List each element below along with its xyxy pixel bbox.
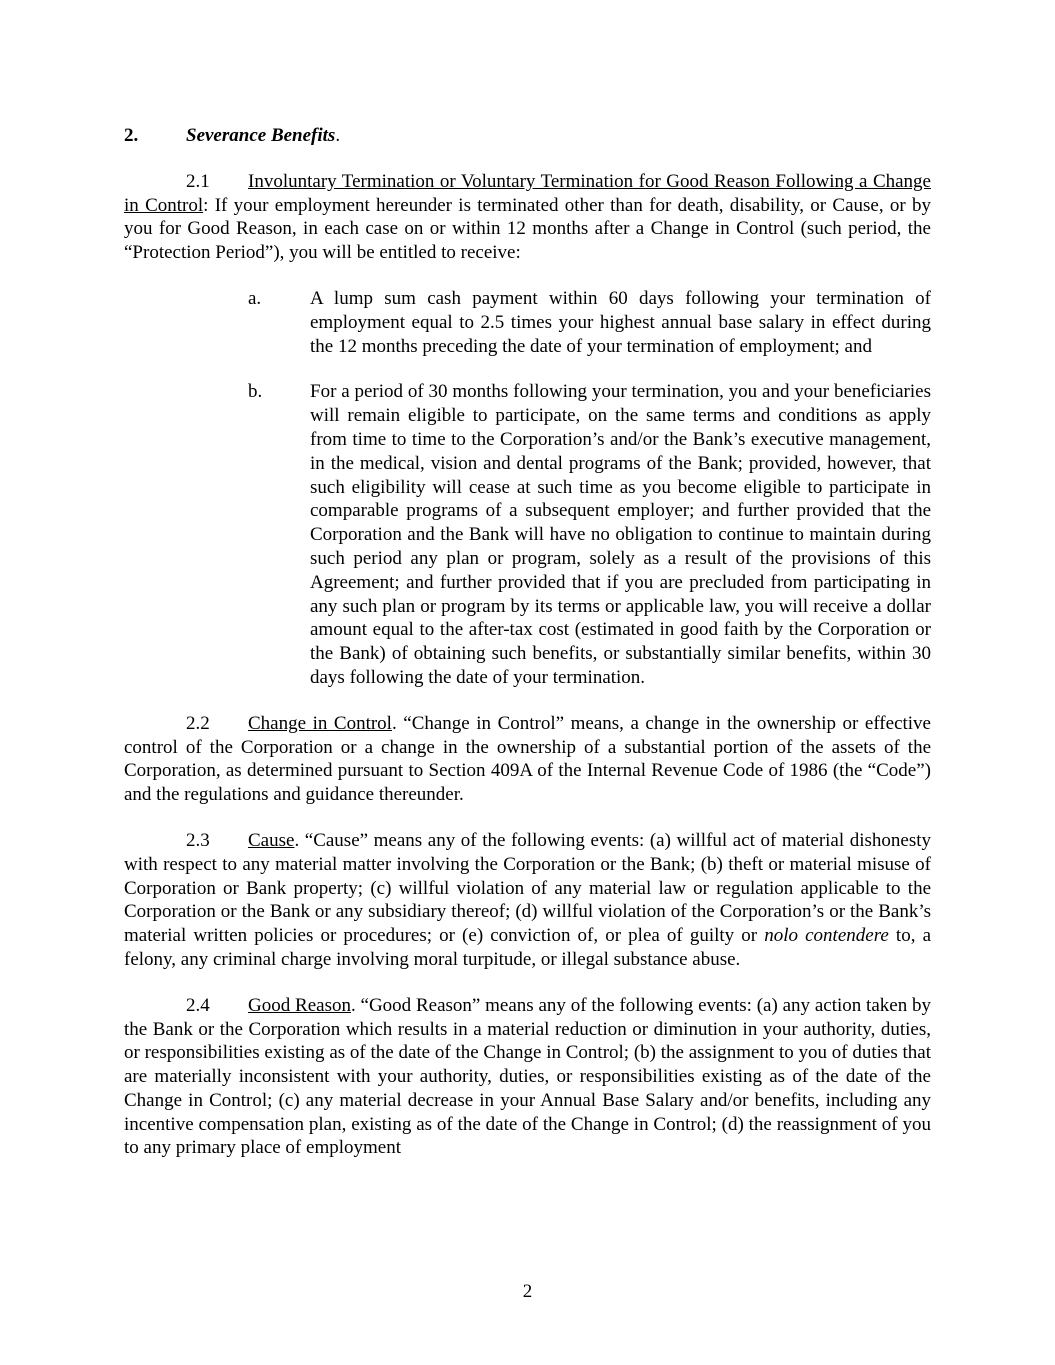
list-item-a	[124, 287, 931, 358]
paragraph-text-continued: to, a felony, any criminal charge involving moral turpitude, or illegal substance abuse.	[124, 925, 931, 970]
paragraph-number: 2.1	[186, 170, 210, 192]
section-number: 2.	[124, 125, 139, 146]
page-number: 2	[522, 1281, 533, 1302]
paragraph-text: . “Good Reason” means any of the following events: (a) any action taken by the Bank or the Corporation which results in a material reduction or diminution in your authority, duties, or responsibilities existing as of the date of the Change in Control; (b) the assignment to you of duties that are materially inconsistent with your authority, duties, or responsibilities existing as of the date of the Change in Control; (c) any material decrease in your Annual Base Salary and/or benefits, including any incentive compensation plan, existing as of the date of the Change in Control; (d) the reassignment of you to any primary place of employment	[124, 994, 932, 1159]
section-heading	[124, 124, 931, 148]
list-item-b	[124, 380, 931, 689]
paragraph-heading: Change in Control	[248, 712, 392, 734]
paragraph-2-2	[124, 712, 931, 807]
paragraph-heading: Involuntary Termination or Voluntary Termination for Good Reason Following a Change in Control	[124, 170, 931, 216]
paragraph-number: 2.2	[186, 712, 210, 734]
paragraph-italic-term: nolo contendere	[764, 925, 889, 947]
list-letter: a.	[248, 287, 262, 309]
list-text: A lump sum cash payment within 60 days following your termination of employment equal to 2.5 times your highest annual base salary in effect during the 12 months preceding the date of your termination of employment; and	[310, 287, 931, 357]
paragraph-number: 2.3	[186, 829, 210, 851]
paragraph-2-1	[124, 170, 931, 265]
paragraph-text: : If your employment hereunder is terminated other than for death, disability, or Cause, or by you for Good Reason, in each case on or within 12 months after a Change in Control (such period, the “Protection Period”), you will be entitled to receive:	[124, 194, 931, 264]
paragraph-text: . “Cause” means any of the following events: (a) willful act of material dishonesty with respect to any material matter involving the Corporation or the Bank; (b) theft or material misuse of Corporation or Bank property; (c) willful violation of any material law or regulation applicable to the Corporation or the Bank or any subsidiary thereof; (d) willful violation of the Corporation’s or the Bank’s material written policies or procedures; or (e) conviction of, or plea of guilty or	[124, 829, 931, 947]
section-title: Severance Benefits	[186, 125, 336, 146]
paragraph-heading: Cause	[248, 829, 295, 851]
document-page	[124, 124, 931, 1182]
list-letter: b.	[248, 381, 263, 403]
section-title-period: .	[335, 125, 341, 146]
paragraph-2-3	[124, 829, 931, 972]
paragraph-2-4	[124, 994, 931, 1161]
paragraph-number: 2.4	[186, 994, 210, 1016]
paragraph-text: . “Change in Control” means, a change in the ownership or effective control of the Corporation or a change in the ownership of a substantial portion of the assets of the Corporation, as determined pursuant to Section 409A of the Internal Revenue Code of 1986 (the “Code”) and the regulations and guidance thereunder.	[124, 712, 931, 806]
list-text: For a period of 30 months following your termination, you and your beneficiaries will remain eligible to participate, on the same terms and conditions as apply from time to time to the Corporation’s and/or the Bank’s executive management, in the medical, vision and dental programs of the Bank; provided, however, that such eligibility will cease at such time as you become eligible to participate in comparable programs of a subsequent employer; and further provided that the Corporation and the Bank will have no obligation to continue to maintain during such period any plan or program, solely as a result of the provisions of this Agreement; and further provided that if you are precluded from participating in any such plan or program by its terms or applicable law, you will receive a dollar amount equal to the after-tax cost (estimated in good faith by the Corporation or the Bank) of obtaining such benefits, or substantially similar benefits, within 30 days following the date of your termination.	[310, 381, 931, 688]
paragraph-heading: Good Reason	[248, 994, 351, 1016]
